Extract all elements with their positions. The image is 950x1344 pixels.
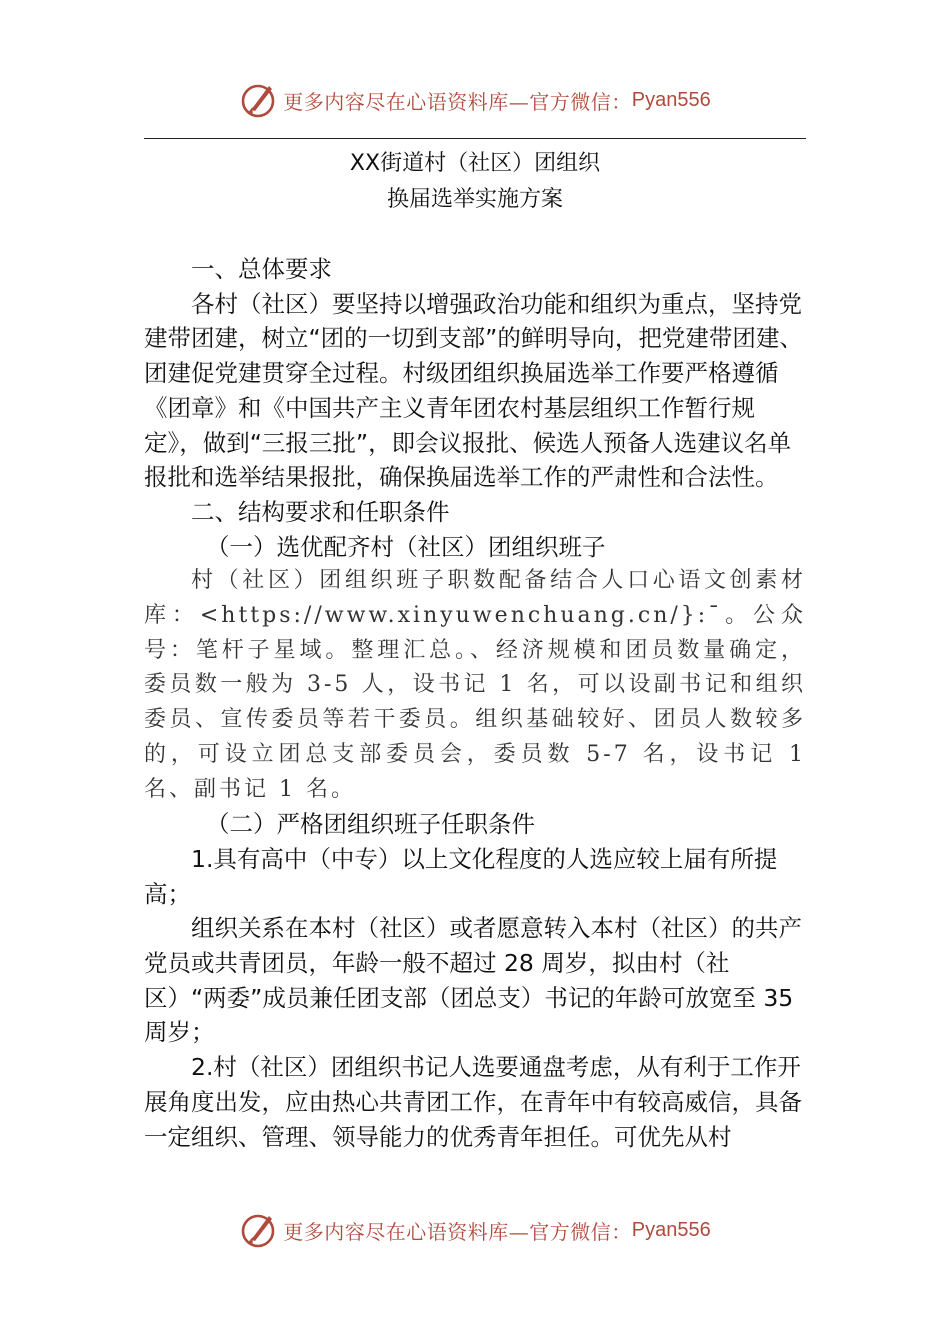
watermark-text: 更多内容尽在心语资料库—官方微信：	[283, 89, 632, 114]
header-divider	[144, 138, 806, 139]
body-paragraph: 1.具有高中（中专）以上文化程度的人选应较上届有所提高；	[144, 844, 778, 908]
doc-title-line2: 换届选举实施方案	[386, 187, 563, 212]
body-paragraph: 2.村（社区）团组织书记人选要通盘考虑，从有利于工作开展角度出发，应由热心共青团工作，在青年中有较高威信，具备一定组织、管理、领导能力的优秀青年担任。可优先从村	[144, 1053, 802, 1151]
quill-logo-icon	[239, 1210, 279, 1250]
subsection-heading: （一）选优配齐村（社区）团组织班子	[206, 532, 606, 561]
section-heading: 一、总体要求	[191, 255, 332, 283]
quill-logo-icon	[239, 80, 279, 120]
body-paragraph: 村（社区）团组织班子职数配备结合人口心语文创素材库：<https://www.xinyuwenchuang.cn/}:¯。公众号：笔杆子星域。整理汇总。、经济规模和团员数量确定，委员数一般为 3-5 人，设书记 1 名，可以设副书记和组织委员、宣传委员等若干委员。组织基础较好、团员人数较多的，可设立团总支部委员会，委员数 5-7 名，设书记 1 名、副书记 1 名。	[144, 568, 806, 802]
watermark-text: 更多内容尽在心语资料库—官方微信：	[283, 1219, 632, 1244]
doc-body	[144, 252, 806, 1154]
doc-title-line1: XX街道村（社区）团组织	[349, 151, 601, 176]
wechat-id: Pyan556	[631, 88, 711, 111]
body-paragraph: 各村（社区）要坚持以增强政治功能和组织为重点，坚持党建带团建，树立“团的一切到支部”的鲜明导向，把党建带团建、团建促党建贯穿全过程。村级团组织换届选举工作要严格遵循《团章》和《中国共产主义青年团农村基层组织工作暂行规定》，做到“三报三批”，即会议报批、候选人预备人选建议名单报批和选举结果报批，确保换届选举工作的严肃性和合法性。	[144, 289, 803, 492]
wechat-id: Pyan556	[631, 1218, 711, 1241]
footer-watermark	[0, 1210, 950, 1250]
header-watermark	[0, 80, 950, 120]
body-paragraph: 组织关系在本村（社区）或者愿意转入本村（社区）的共产党员或共青团员，年龄一般不超过 28 周岁，拟由村（社区）“两委”成员兼任团支部（团总支）书记的年龄可放宽至 35 周岁；	[144, 914, 802, 1047]
section-heading: 二、结构要求和任职条件	[191, 497, 450, 526]
subsection-heading: （二）严格团组织班子任职条件	[206, 810, 535, 839]
